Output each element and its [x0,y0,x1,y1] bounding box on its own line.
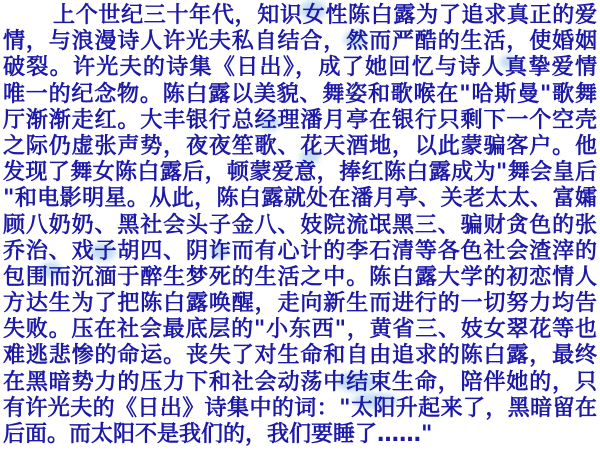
paragraph-line-9: 顾八奶奶、黑社会头子金八、妓院流氓黑三、骗财贪色的张 [3,212,597,238]
paragraph-line-12: 方达生为了把陈白露唤醒，走向新生而进行的一切努力均告 [3,291,597,317]
paragraph-line-5: 厅渐渐走红。大丰银行总经理潘月亭在银行只剩下一个空壳 [3,107,597,133]
paragraph-line-8: "和电影明星。从此，陈白露就处在潘月亭、关老太太、富孀 [3,186,597,212]
paragraph-line-13: 失败。压在社会最底层的"小东西"，黄省三、妓女翠花等也 [3,317,597,343]
paragraph-line-2: 情，与浪漫诗人许光夫私自结合，然而严酷的生活，使婚姻 [3,29,597,55]
paragraph-line-11: 包围而沉湎于醉生梦死的生活之中。陈白露大学的初恋情人 [3,264,597,290]
paragraph-line-17: 后面。而太阳不是我们的，我们要睡了……" [3,422,433,447]
paragraph-line-3: 破裂。许光夫的诗集《日出》，成了她回忆与诗人真挚爱情 [3,55,597,81]
paragraph-line-15: 在黑暗势力的压力下和社会动荡中结束生命，陪伴她的，只 [3,369,597,395]
paragraph-line-16: 有许光夫的《日出》诗集中的词："太阳升起来了，黑暗留在 [3,395,597,421]
paragraph-line-6: 之际仍虚张声势，夜夜笙歌、花天酒地，以此蒙骗客户。他 [3,133,597,159]
paragraph-line-14: 难逃悲惨的命运。丧失了对生命和自由追求的陈白露，最终 [3,343,597,369]
paragraph-line-10: 乔治、戏子胡四、阴诈而有心计的李石清等各色社会渣滓的 [3,238,597,264]
paragraph-line-7: 发现了舞女陈白露后，顿蒙爱意，捧红陈白露成为"舞会皇后 [3,160,597,186]
paragraph-line-4: 唯一的纪念物。陈白露以美貌、舞姿和歌喉在"哈斯曼"歌舞 [3,81,597,107]
paragraph-line-1: 上个世纪三十年代，知识女性陈白露为了追求真正的爱 [53,3,597,28]
